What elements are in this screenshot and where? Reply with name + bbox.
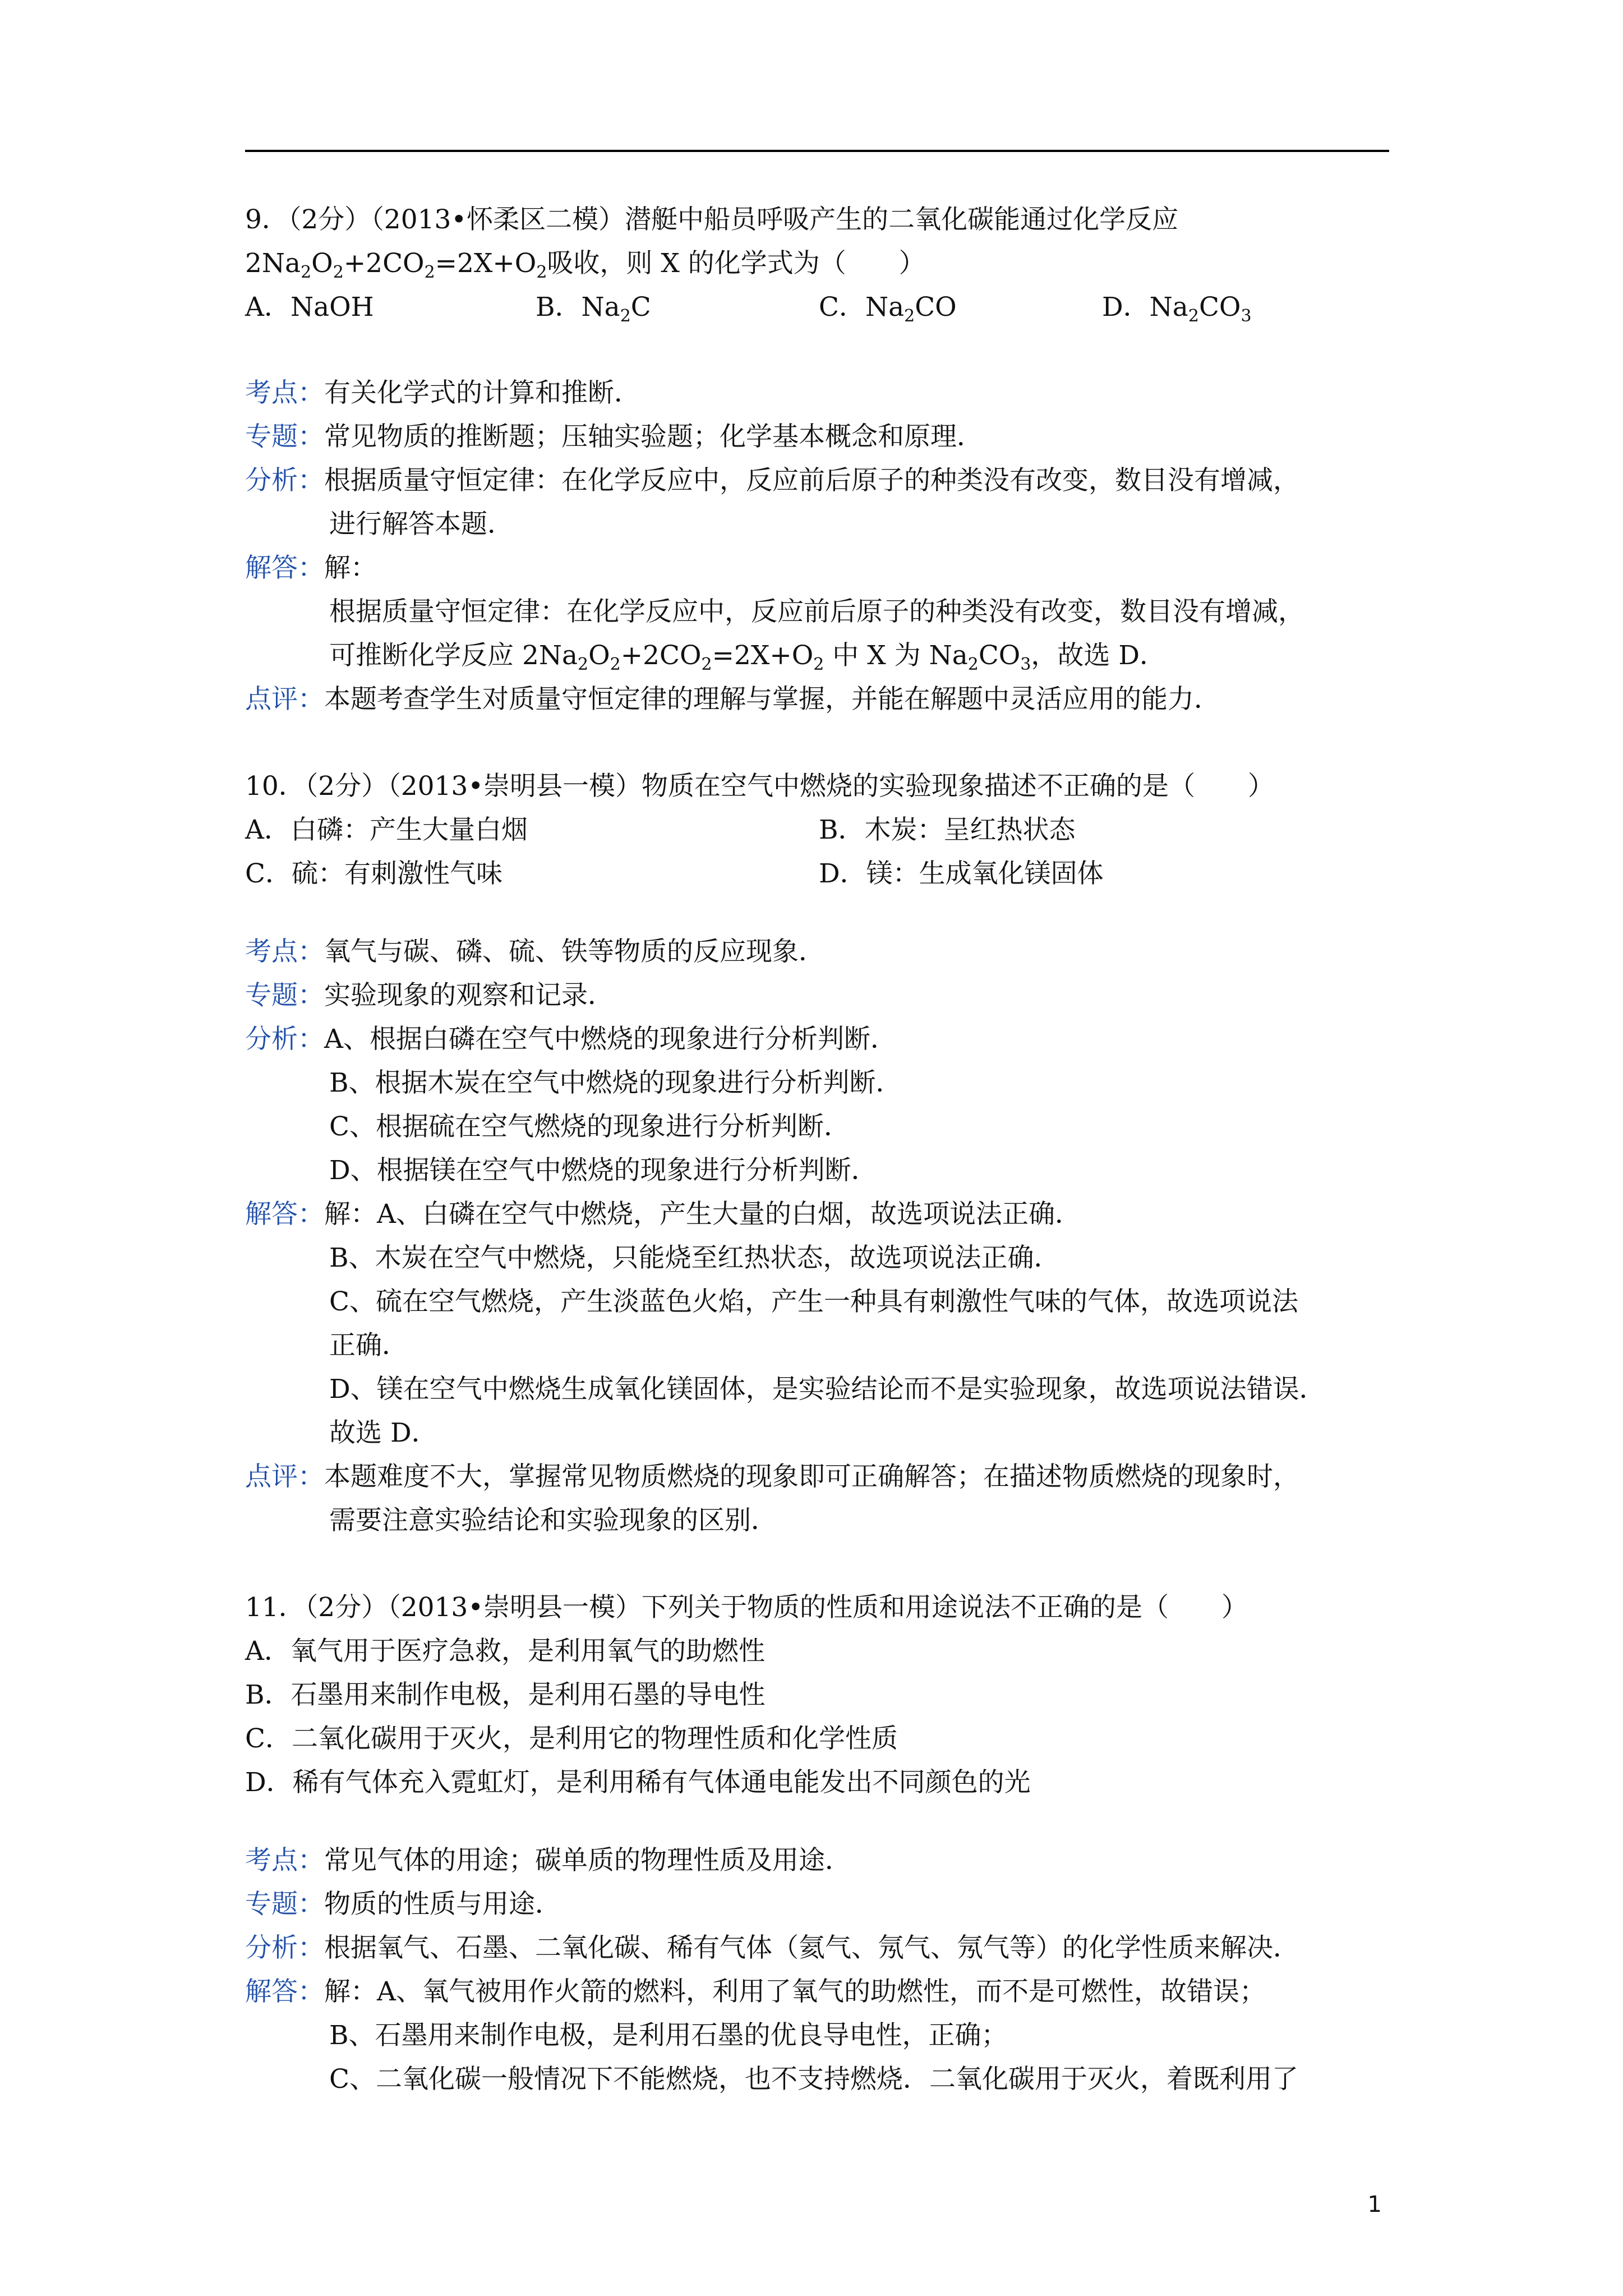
- q9-zhuanti: 专题：常见物质的推断题；压轴实验题；化学基本概念和原理．: [245, 421, 983, 452]
- q9-dianping: 点评：本题考查学生对质量守恒定律的理解与掌握，并能在解题中灵活应用的能力．: [245, 684, 1220, 715]
- q10-jieda-c: C、硫在空气燃烧，产生淡蓝色火焰，产生一种具有刺激性气味的气体，故选项说法: [329, 1286, 1298, 1317]
- q9-option-a: A．NaOH: [245, 292, 374, 323]
- q9-stem-line1: 9．（2分）（2013•怀柔区二模）潜艇中船员呼吸产生的二氧化碳能通过化学反应: [245, 204, 1179, 235]
- q10-jieda-c-cont: 正确．: [329, 1330, 408, 1361]
- q10-fenxi-b: B、根据木炭在空气中燃烧的现象进行分析判断．: [329, 1068, 902, 1098]
- q9-option-d: D．$Na_2CO_3$: [1102, 292, 1252, 326]
- q10-fenxi-c: C、根据硫在空气燃烧的现象进行分析判断．: [329, 1111, 850, 1142]
- q9-jieda-line1: 根据质量守恒定律：在化学反应中，反应前后原子的种类没有改变，数目没有增减，: [329, 596, 1304, 627]
- q11-zhuanti: 专题：物质的性质与用途．: [245, 1889, 561, 1920]
- q10-option-c: C．硫：有刺激性气味: [245, 858, 502, 889]
- q11-jieda: 解答：解：A、氧气被用作火箭的燃料，利用了氧气的助燃性，而不是可燃性，故错误；: [245, 1976, 1266, 2007]
- q10-fenxi: 分析：A、根据白磷在空气中燃烧的现象进行分析判断．: [245, 1024, 897, 1055]
- q10-kaodian: 考点：氧气与碳、磷、硫、铁等物质的反应现象．: [245, 936, 825, 967]
- q10-option-a: A．白磷：产生大量白烟: [245, 815, 528, 845]
- q9-jieda: 解答：解：: [245, 553, 377, 583]
- q10-option-d: D．镁：生成氧化镁固体: [819, 858, 1104, 889]
- q11-option-a: A．氧气用于医疗急救，是利用氧气的助燃性: [245, 1636, 765, 1667]
- q10-zhuanti: 专题：实验现象的观察和记录．: [245, 980, 614, 1011]
- q10-dianping: 点评：本题难度不大，掌握常见物质燃烧的现象即可正确解答；在描述物质燃烧的现象时，: [245, 1461, 1299, 1492]
- q9-fenxi-cont: 进行解答本题．: [329, 509, 514, 540]
- q10-stem: 10．（2分）（2013•崇明县一模）物质在空气中燃烧的实验现象描述不正确的是（ ）: [245, 771, 1275, 802]
- q11-jieda-c: C、二氧化碳一般情况下不能燃烧，也不支持燃烧．二氧化碳用于灭火，着既利用了: [329, 2064, 1298, 2095]
- q9-option-b: B．$Na_2C$: [536, 292, 651, 326]
- q9-stem-line2: $2Na_2O_2+2CO_2=2X+O_2$吸收，则 X 的化学式为（ ）: [245, 248, 925, 282]
- q11-jieda-b: B、石墨用来制作电极，是利用石墨的优良导电性，正确；: [329, 2020, 1008, 2051]
- q11-fenxi: 分析：根据氧气、石墨、二氧化碳、稀有气体（氦气、氖气、氖气等）的化学性质来解决．: [245, 1932, 1299, 1963]
- q9-fenxi: 分析：根据质量守恒定律：在化学反应中，反应前后原子的种类没有改变，数目没有增减，: [245, 465, 1299, 496]
- q10-option-b: B．木炭：呈红热状态: [819, 815, 1076, 845]
- q10-jieda: 解答：解：A、白磷在空气中燃烧，产生大量的白烟，故选项说法正确．: [245, 1199, 1081, 1230]
- page-number: 1: [1367, 2192, 1382, 2217]
- q10-jieda-answer: 故选 D．: [329, 1418, 438, 1448]
- q10-jieda-b: B、木炭在空气中燃烧，只能烧至红热状态，故选项说法正确．: [329, 1243, 1061, 1273]
- q11-kaodian: 考点：常见气体的用途；碳单质的物理性质及用途．: [245, 1845, 851, 1876]
- q9-option-c: C．$Na_2CO$: [819, 292, 957, 326]
- q11-stem: 11．（2分）（2013•崇明县一模）下列关于物质的性质和用途说法不正确的是（ ）: [245, 1592, 1248, 1623]
- q10-jieda-d: D、镁在空气中燃烧生成氧化镁固体，是实验结论而不是实验现象，故选项说法错误．: [329, 1374, 1326, 1405]
- q11-option-b: B．石墨用来制作电极，是利用石墨的导电性: [245, 1680, 766, 1710]
- q10-fenxi-d: D、根据镁在空气中燃烧的现象进行分析判断．: [329, 1155, 878, 1186]
- q11-option-d: D．稀有气体充入霓虹灯，是利用稀有气体通电能发出不同颜色的光: [245, 1767, 1031, 1798]
- q11-option-c: C．二氧化碳用于灭火，是利用它的物理性质和化学性质: [245, 1723, 898, 1754]
- q9-jieda-line2: 可推断化学反应 $2Na_2O_2+2CO_2=2X+O_2$ 中 X 为 $Na_2CO_3$，故选 D．: [329, 640, 1166, 674]
- header-rule: [245, 150, 1389, 152]
- q10-dianping-cont: 需要注意实验结论和实验现象的区别．: [329, 1505, 777, 1536]
- q9-kaodian: 考点：有关化学式的计算和推断．: [245, 378, 640, 408]
